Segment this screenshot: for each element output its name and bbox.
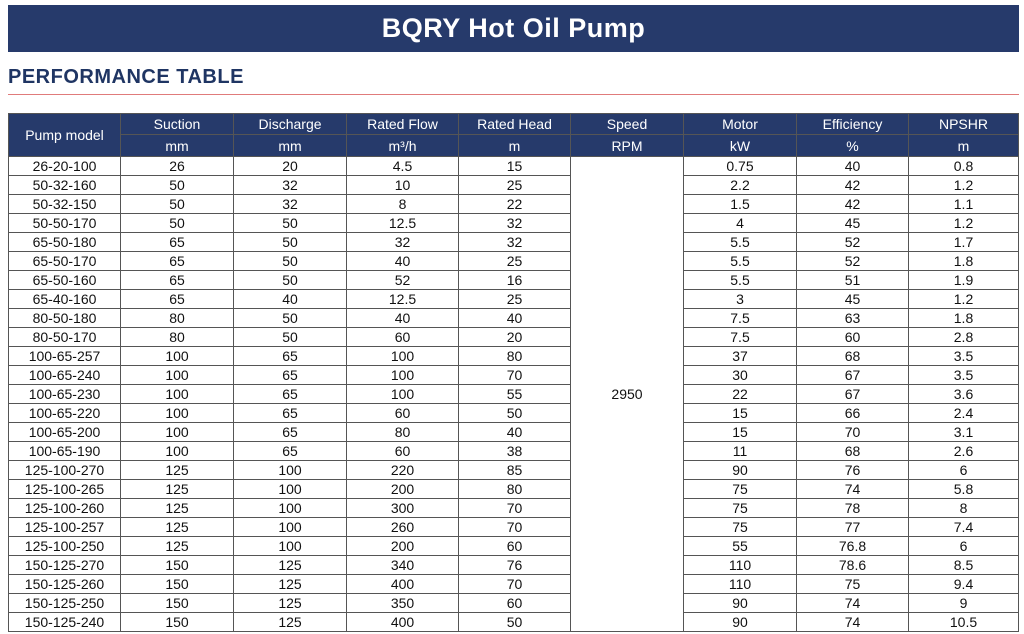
cell-suction: 65 bbox=[121, 252, 234, 271]
cell-discharge: 125 bbox=[234, 556, 347, 575]
cell-discharge: 50 bbox=[234, 309, 347, 328]
cell-suction: 125 bbox=[121, 537, 234, 556]
cell-suction: 50 bbox=[121, 214, 234, 233]
cell-model: 125-100-265 bbox=[9, 480, 121, 499]
cell-suction: 65 bbox=[121, 290, 234, 309]
header-discharge: Discharge bbox=[234, 114, 347, 135]
cell-head: 50 bbox=[459, 613, 571, 632]
cell-flow: 40 bbox=[347, 309, 459, 328]
cell-suction: 150 bbox=[121, 575, 234, 594]
cell-flow: 100 bbox=[347, 366, 459, 385]
cell-motor: 75 bbox=[684, 480, 797, 499]
cell-npshr: 3.5 bbox=[909, 347, 1019, 366]
cell-efficiency: 52 bbox=[797, 233, 909, 252]
cell-discharge: 40 bbox=[234, 290, 347, 309]
cell-npshr: 5.8 bbox=[909, 480, 1019, 499]
cell-suction: 125 bbox=[121, 480, 234, 499]
cell-flow: 80 bbox=[347, 423, 459, 442]
cell-model: 65-40-160 bbox=[9, 290, 121, 309]
cell-suction: 125 bbox=[121, 461, 234, 480]
cell-npshr: 1.2 bbox=[909, 176, 1019, 195]
cell-efficiency: 67 bbox=[797, 366, 909, 385]
cell-npshr: 3.5 bbox=[909, 366, 1019, 385]
cell-efficiency: 66 bbox=[797, 404, 909, 423]
cell-motor: 15 bbox=[684, 423, 797, 442]
cell-discharge: 50 bbox=[234, 252, 347, 271]
cell-efficiency: 74 bbox=[797, 480, 909, 499]
cell-head: 40 bbox=[459, 309, 571, 328]
cell-efficiency: 42 bbox=[797, 176, 909, 195]
cell-efficiency: 42 bbox=[797, 195, 909, 214]
units-row bbox=[9, 135, 1019, 157]
header-speed: Speed bbox=[571, 114, 684, 135]
cell-flow: 4.5 bbox=[347, 157, 459, 176]
cell-npshr: 7.4 bbox=[909, 518, 1019, 537]
cell-head: 20 bbox=[459, 328, 571, 347]
cell-motor: 30 bbox=[684, 366, 797, 385]
cell-flow: 100 bbox=[347, 385, 459, 404]
unit-motor: kW bbox=[684, 135, 797, 157]
cell-motor: 37 bbox=[684, 347, 797, 366]
cell-npshr: 1.8 bbox=[909, 309, 1019, 328]
cell-head: 25 bbox=[459, 252, 571, 271]
cell-discharge: 50 bbox=[234, 233, 347, 252]
cell-model: 50-32-150 bbox=[9, 195, 121, 214]
table-body bbox=[9, 157, 1019, 632]
cell-discharge: 50 bbox=[234, 328, 347, 347]
cell-discharge: 65 bbox=[234, 385, 347, 404]
table-row bbox=[9, 594, 1019, 613]
cell-model: 26-20-100 bbox=[9, 157, 121, 176]
cell-suction: 100 bbox=[121, 404, 234, 423]
cell-motor: 90 bbox=[684, 461, 797, 480]
cell-npshr: 0.8 bbox=[909, 157, 1019, 176]
cell-efficiency: 76.8 bbox=[797, 537, 909, 556]
cell-speed: 2950 bbox=[571, 157, 684, 632]
table-row bbox=[9, 309, 1019, 328]
cell-flow: 260 bbox=[347, 518, 459, 537]
cell-model: 125-100-270 bbox=[9, 461, 121, 480]
cell-suction: 150 bbox=[121, 594, 234, 613]
cell-model: 150-125-260 bbox=[9, 575, 121, 594]
cell-motor: 5.5 bbox=[684, 233, 797, 252]
cell-motor: 22 bbox=[684, 385, 797, 404]
cell-motor: 5.5 bbox=[684, 271, 797, 290]
cell-suction: 100 bbox=[121, 385, 234, 404]
cell-flow: 12.5 bbox=[347, 214, 459, 233]
cell-efficiency: 68 bbox=[797, 442, 909, 461]
cell-flow: 200 bbox=[347, 537, 459, 556]
cell-model: 125-100-250 bbox=[9, 537, 121, 556]
header-row bbox=[9, 114, 1019, 135]
table-row bbox=[9, 518, 1019, 537]
cell-discharge: 50 bbox=[234, 271, 347, 290]
performance-table bbox=[8, 113, 1019, 632]
cell-head: 70 bbox=[459, 518, 571, 537]
cell-suction: 65 bbox=[121, 233, 234, 252]
table-row bbox=[9, 556, 1019, 575]
cell-discharge: 65 bbox=[234, 404, 347, 423]
cell-motor: 0.75 bbox=[684, 157, 797, 176]
cell-head: 40 bbox=[459, 423, 571, 442]
cell-efficiency: 63 bbox=[797, 309, 909, 328]
cell-efficiency: 68 bbox=[797, 347, 909, 366]
cell-head: 50 bbox=[459, 404, 571, 423]
cell-model: 65-50-160 bbox=[9, 271, 121, 290]
cell-motor: 90 bbox=[684, 594, 797, 613]
cell-suction: 50 bbox=[121, 195, 234, 214]
table-row bbox=[9, 328, 1019, 347]
cell-flow: 8 bbox=[347, 195, 459, 214]
cell-npshr: 2.4 bbox=[909, 404, 1019, 423]
header-npshr: NPSHR bbox=[909, 114, 1019, 135]
cell-model: 50-32-160 bbox=[9, 176, 121, 195]
cell-discharge: 65 bbox=[234, 366, 347, 385]
table-row bbox=[9, 214, 1019, 233]
header-efficiency: Efficiency bbox=[797, 114, 909, 135]
cell-npshr: 6 bbox=[909, 537, 1019, 556]
cell-flow: 220 bbox=[347, 461, 459, 480]
cell-flow: 400 bbox=[347, 613, 459, 632]
cell-model: 100-65-200 bbox=[9, 423, 121, 442]
cell-discharge: 32 bbox=[234, 176, 347, 195]
cell-motor: 90 bbox=[684, 613, 797, 632]
cell-discharge: 100 bbox=[234, 499, 347, 518]
cell-efficiency: 77 bbox=[797, 518, 909, 537]
table-row bbox=[9, 423, 1019, 442]
cell-flow: 12.5 bbox=[347, 290, 459, 309]
cell-motor: 11 bbox=[684, 442, 797, 461]
cell-flow: 350 bbox=[347, 594, 459, 613]
cell-motor: 4 bbox=[684, 214, 797, 233]
unit-efficiency: % bbox=[797, 135, 909, 157]
cell-npshr: 1.7 bbox=[909, 233, 1019, 252]
cell-flow: 60 bbox=[347, 442, 459, 461]
cell-npshr: 2.8 bbox=[909, 328, 1019, 347]
page-title: BQRY Hot Oil Pump bbox=[381, 13, 646, 43]
cell-npshr: 1.9 bbox=[909, 271, 1019, 290]
cell-flow: 52 bbox=[347, 271, 459, 290]
cell-flow: 400 bbox=[347, 575, 459, 594]
cell-model: 150-125-240 bbox=[9, 613, 121, 632]
cell-flow: 32 bbox=[347, 233, 459, 252]
unit-npshr: m bbox=[909, 135, 1019, 157]
unit-speed: RPM bbox=[571, 135, 684, 157]
cell-suction: 125 bbox=[121, 499, 234, 518]
cell-head: 55 bbox=[459, 385, 571, 404]
table-row bbox=[9, 404, 1019, 423]
cell-efficiency: 51 bbox=[797, 271, 909, 290]
cell-flow: 340 bbox=[347, 556, 459, 575]
table-row bbox=[9, 271, 1019, 290]
cell-efficiency: 45 bbox=[797, 214, 909, 233]
cell-motor: 2.2 bbox=[684, 176, 797, 195]
cell-flow: 100 bbox=[347, 347, 459, 366]
cell-head: 85 bbox=[459, 461, 571, 480]
cell-motor: 3 bbox=[684, 290, 797, 309]
cell-efficiency: 70 bbox=[797, 423, 909, 442]
cell-model: 150-125-250 bbox=[9, 594, 121, 613]
cell-discharge: 20 bbox=[234, 157, 347, 176]
cell-discharge: 100 bbox=[234, 480, 347, 499]
cell-motor: 1.5 bbox=[684, 195, 797, 214]
cell-npshr: 1.8 bbox=[909, 252, 1019, 271]
cell-npshr: 10.5 bbox=[909, 613, 1019, 632]
table-row bbox=[9, 480, 1019, 499]
cell-model: 100-65-220 bbox=[9, 404, 121, 423]
table-row bbox=[9, 385, 1019, 404]
cell-suction: 100 bbox=[121, 366, 234, 385]
cell-npshr: 9 bbox=[909, 594, 1019, 613]
cell-npshr: 6 bbox=[909, 461, 1019, 480]
cell-suction: 50 bbox=[121, 176, 234, 195]
cell-npshr: 3.1 bbox=[909, 423, 1019, 442]
cell-efficiency: 78.6 bbox=[797, 556, 909, 575]
cell-suction: 26 bbox=[121, 157, 234, 176]
cell-suction: 65 bbox=[121, 271, 234, 290]
cell-suction: 150 bbox=[121, 613, 234, 632]
cell-efficiency: 45 bbox=[797, 290, 909, 309]
cell-npshr: 1.2 bbox=[909, 214, 1019, 233]
cell-head: 70 bbox=[459, 575, 571, 594]
cell-discharge: 65 bbox=[234, 347, 347, 366]
cell-efficiency: 75 bbox=[797, 575, 909, 594]
cell-discharge: 32 bbox=[234, 195, 347, 214]
cell-suction: 100 bbox=[121, 423, 234, 442]
unit-suction: mm bbox=[121, 135, 234, 157]
cell-motor: 7.5 bbox=[684, 328, 797, 347]
cell-flow: 40 bbox=[347, 252, 459, 271]
cell-flow: 300 bbox=[347, 499, 459, 518]
cell-suction: 100 bbox=[121, 347, 234, 366]
cell-model: 100-65-230 bbox=[9, 385, 121, 404]
cell-head: 76 bbox=[459, 556, 571, 575]
cell-discharge: 100 bbox=[234, 518, 347, 537]
cell-discharge: 65 bbox=[234, 423, 347, 442]
cell-discharge: 125 bbox=[234, 594, 347, 613]
cell-npshr: 2.6 bbox=[909, 442, 1019, 461]
cell-efficiency: 74 bbox=[797, 613, 909, 632]
header-motor: Motor bbox=[684, 114, 797, 135]
section-divider bbox=[8, 94, 1019, 95]
cell-head: 32 bbox=[459, 233, 571, 252]
table-row bbox=[9, 195, 1019, 214]
cell-npshr: 8.5 bbox=[909, 556, 1019, 575]
cell-npshr: 1.1 bbox=[909, 195, 1019, 214]
cell-efficiency: 60 bbox=[797, 328, 909, 347]
cell-efficiency: 52 bbox=[797, 252, 909, 271]
cell-suction: 100 bbox=[121, 442, 234, 461]
cell-flow: 60 bbox=[347, 404, 459, 423]
cell-flow: 10 bbox=[347, 176, 459, 195]
cell-model: 65-50-180 bbox=[9, 233, 121, 252]
section-title: PERFORMANCE TABLE bbox=[8, 66, 244, 88]
table-row bbox=[9, 252, 1019, 271]
cell-motor: 55 bbox=[684, 537, 797, 556]
cell-model: 80-50-180 bbox=[9, 309, 121, 328]
header-suction: Suction bbox=[121, 114, 234, 135]
cell-npshr: 9.4 bbox=[909, 575, 1019, 594]
cell-head: 80 bbox=[459, 480, 571, 499]
unit-rated-head: m bbox=[459, 135, 571, 157]
table-row bbox=[9, 613, 1019, 632]
page-title-bar bbox=[8, 5, 1019, 52]
cell-head: 22 bbox=[459, 195, 571, 214]
table-row bbox=[9, 233, 1019, 252]
table-row bbox=[9, 290, 1019, 309]
cell-motor: 5.5 bbox=[684, 252, 797, 271]
cell-model: 100-65-190 bbox=[9, 442, 121, 461]
cell-head: 60 bbox=[459, 537, 571, 556]
cell-motor: 110 bbox=[684, 556, 797, 575]
cell-motor: 15 bbox=[684, 404, 797, 423]
cell-efficiency: 74 bbox=[797, 594, 909, 613]
cell-model: 65-50-170 bbox=[9, 252, 121, 271]
header-pump-model: Pump model bbox=[9, 114, 121, 157]
cell-head: 25 bbox=[459, 176, 571, 195]
cell-model: 125-100-260 bbox=[9, 499, 121, 518]
cell-model: 100-65-240 bbox=[9, 366, 121, 385]
cell-motor: 110 bbox=[684, 575, 797, 594]
table-row bbox=[9, 442, 1019, 461]
cell-discharge: 65 bbox=[234, 442, 347, 461]
table-row bbox=[9, 461, 1019, 480]
cell-npshr: 8 bbox=[909, 499, 1019, 518]
table-row bbox=[9, 575, 1019, 594]
cell-head: 38 bbox=[459, 442, 571, 461]
cell-npshr: 3.6 bbox=[909, 385, 1019, 404]
cell-head: 25 bbox=[459, 290, 571, 309]
unit-discharge: mm bbox=[234, 135, 347, 157]
cell-model: 50-50-170 bbox=[9, 214, 121, 233]
table-row bbox=[9, 366, 1019, 385]
cell-motor: 75 bbox=[684, 518, 797, 537]
cell-suction: 125 bbox=[121, 518, 234, 537]
cell-model: 80-50-170 bbox=[9, 328, 121, 347]
header-rated-flow: Rated Flow bbox=[347, 114, 459, 135]
cell-head: 60 bbox=[459, 594, 571, 613]
cell-suction: 80 bbox=[121, 328, 234, 347]
cell-head: 16 bbox=[459, 271, 571, 290]
cell-discharge: 50 bbox=[234, 214, 347, 233]
cell-efficiency: 67 bbox=[797, 385, 909, 404]
cell-head: 70 bbox=[459, 366, 571, 385]
cell-model: 100-65-257 bbox=[9, 347, 121, 366]
cell-motor: 7.5 bbox=[684, 309, 797, 328]
cell-efficiency: 40 bbox=[797, 157, 909, 176]
cell-npshr: 1.2 bbox=[909, 290, 1019, 309]
cell-suction: 80 bbox=[121, 309, 234, 328]
cell-flow: 200 bbox=[347, 480, 459, 499]
table-row bbox=[9, 347, 1019, 366]
cell-head: 32 bbox=[459, 214, 571, 233]
cell-model: 150-125-270 bbox=[9, 556, 121, 575]
table-row bbox=[9, 499, 1019, 518]
cell-model: 125-100-257 bbox=[9, 518, 121, 537]
table-row bbox=[9, 176, 1019, 195]
header-rated-head: Rated Head bbox=[459, 114, 571, 135]
table-row bbox=[9, 157, 1019, 176]
cell-head: 15 bbox=[459, 157, 571, 176]
cell-efficiency: 78 bbox=[797, 499, 909, 518]
cell-discharge: 100 bbox=[234, 537, 347, 556]
cell-discharge: 125 bbox=[234, 613, 347, 632]
cell-head: 80 bbox=[459, 347, 571, 366]
cell-motor: 75 bbox=[684, 499, 797, 518]
cell-efficiency: 76 bbox=[797, 461, 909, 480]
cell-head: 70 bbox=[459, 499, 571, 518]
cell-flow: 60 bbox=[347, 328, 459, 347]
cell-suction: 150 bbox=[121, 556, 234, 575]
cell-discharge: 125 bbox=[234, 575, 347, 594]
cell-discharge: 100 bbox=[234, 461, 347, 480]
table-row bbox=[9, 537, 1019, 556]
unit-rated-flow: m³/h bbox=[347, 135, 459, 157]
